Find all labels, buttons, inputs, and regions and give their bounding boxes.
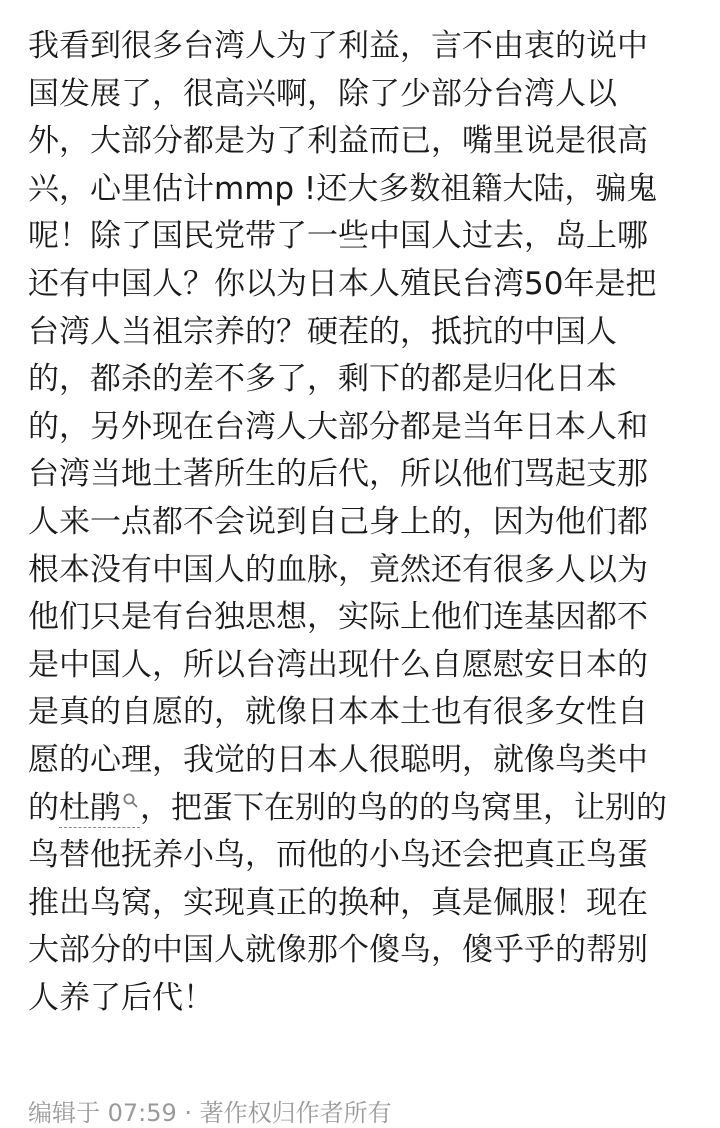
answer-line: 我看到很多台湾人为了利益，言不由衷的说中 — [28, 28, 648, 64]
answer-line: 推出鸟窝，实现真正的换种，真是佩服！现在 — [28, 884, 648, 921]
answer-line-with-link — [28, 785, 700, 833]
answer-text-fragment: 的 — [28, 789, 59, 826]
answer-line: 还有中国人？你以为日本人殖民台湾50年是把 — [28, 265, 657, 302]
answer-line: 兴，心里估计mmp !还大多数祖籍大陆，骗鬼 — [28, 170, 658, 207]
answer-text-fragment: ，把蛋下在别的鸟的的鸟窝里，让别的 — [140, 789, 667, 826]
edit-info-footer: 编辑于 07:59 · 著作权归作者所有 — [28, 1099, 392, 1127]
answer-line: 是真的自愿的，就像日本本土也有很多女性自 — [28, 694, 648, 731]
answer-line: 台湾人当祖宗养的？硬茬的，抵抗的中国人 — [28, 313, 617, 350]
answer-line: 大部分的中国人就像那个傻鸟，傻乎乎的帮别 — [28, 932, 648, 969]
answer-line: 台湾当地土著所生的后代，所以他们骂起支那 — [28, 456, 648, 493]
answer-line: 愿的心理，我觉的日本人很聪明，就像鸟类中 — [28, 741, 648, 778]
answer-line: 外，大部分都是为了利益而已，嘴里说是很高 — [28, 123, 648, 160]
search-icon — [122, 792, 140, 810]
answer-line: 人来一点都不会说到自己身上的，因为他们都 — [28, 503, 648, 540]
search-term-link[interactable] — [59, 790, 140, 828]
answer-content — [28, 23, 700, 1022]
answer-line: 根本没有中国人的血脉，竟然还有很多人以为 — [28, 551, 648, 588]
answer-line: 的，另外现在台湾人大部分都是当年日本人和 — [28, 408, 648, 445]
answer-line: 的，都杀的差不多了，剩下的都是归化日本 — [28, 361, 617, 398]
answer-line: 人养了后代！ — [28, 979, 214, 1016]
answer-line: 他们只是有台独思想，实际上他们连基因都不 — [28, 599, 648, 636]
answer-line: 是中国人，所以台湾出现什么自愿慰安日本的 — [28, 646, 648, 683]
answer-line: 鸟替他抚养小鸟，而他的小鸟还会把真正鸟蛋 — [28, 837, 648, 874]
search-term-label: 杜鹃 — [59, 789, 121, 826]
answer-line: 呢！除了国民党带了一些中国人过去，岛上哪 — [28, 218, 648, 255]
answer-line: 国发展了，很高兴啊，除了少部分台湾人以 — [28, 75, 617, 112]
